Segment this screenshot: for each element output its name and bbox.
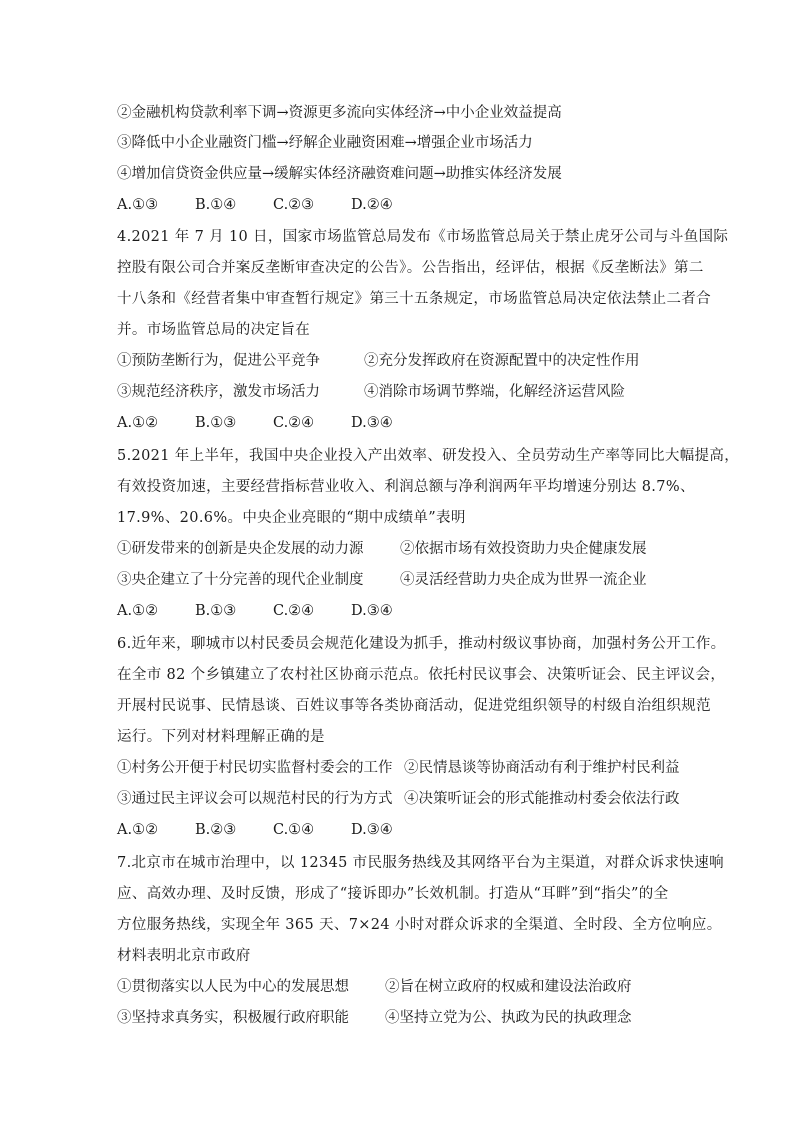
q6-stem-line: 运行。下列对材料理解正确的是 [117,729,325,745]
q5-choices [117,601,429,621]
q4-options-row-2 [117,382,625,402]
q7-option-4: ④坚持立党为公、执政为民的执政理念 [385,1010,632,1026]
q6-option-3: ③通过民主评议会可以规范村民的行为方式 [117,791,393,807]
q3-option-3: ③降低中小企业融资门槛→纾解企业融资困难→增强企业市场活力 [117,135,533,151]
choice-b: B.②③ [195,822,237,838]
q4-stem-line: 并。市场监管总局的决定旨在 [117,322,311,338]
q3-choices [117,195,429,215]
q5-options-row-1 [117,539,647,559]
q6-stem-line: 6.近年来，聊城市以村民委员会规范化建设为抓手，推动村级议事协商，加强村务公开工作。 [117,636,726,652]
q6-choices [117,820,429,840]
q4-option-1: ①预防垄断行为，促进公平竞争 [117,353,320,369]
q7-stem-line: 7.北京市在城市治理中，以 12345 市民服务热线及其网络平台为主渠道，对群众诉求快速响 [117,855,724,871]
q6-options-row-1 [117,758,680,778]
q4-options-row-1 [117,351,640,371]
q3-option-2: ②金融机构贷款利率下调→资源更多流向实体经济→中小企业效益提高 [117,105,562,121]
q4-stem-line: 4.2021 年 7 月 10 日，国家市场监管总局发布《市场监管总局关于禁止虎牙公司与斗鱼国际 [117,229,729,245]
choice-a: A.①③ [117,197,159,213]
choice-a: A.①② [117,603,159,619]
choice-a: A.①② [117,415,159,431]
q7-options-row-1 [117,977,632,997]
q7-options-row-2 [117,1008,632,1028]
choice-d: D.②④ [351,197,393,213]
q7-option-2: ②旨在树立政府的权威和建设法治政府 [385,979,632,995]
q4-stem-line: 十八条和《经营者集中审查暂行规定》第三十五条规定，市场监管总局决定依法禁止二者合 [117,291,711,307]
q5-option-4: ④灵活经营助力央企成为世界一流企业 [400,572,647,588]
q7-option-1: ①贯彻落实以人民为中心的发展思想 [117,979,349,995]
q4-choices [117,413,429,433]
q5-option-1: ①研发带来的创新是央企发展的动力源 [117,541,364,557]
q3-option-4: ④增加信贷资金供应量→缓解实体经济融资难问题→助推实体经济发展 [117,166,562,182]
q4-option-2: ②充分发挥政府在资源配置中的决定性作用 [364,353,640,369]
q6-option-4: ④决策听证会的形式能推动村委会依法行政 [404,791,680,807]
q5-stem-line: 有效投资加速，主要经营指标营业收入、利润总额与净利润两年平均增速分别达 8.7%、 [117,479,695,495]
q5-option-2: ②依据市场有效投资助力央企健康发展 [400,541,647,557]
q6-options-row-2 [117,789,680,809]
choice-c: C.②③ [273,197,315,213]
choice-c: C.②④ [273,415,315,431]
choice-c: C.①④ [273,822,315,838]
choice-b: B.①③ [195,415,237,431]
q5-option-3: ③央企建立了十分完善的现代企业制度 [117,572,364,588]
q5-stem-line: 17.9%、20.6%。中央企业亮眼的“期中成绩单”表明 [117,510,466,526]
choice-c: C.②④ [273,603,315,619]
q6-option-1: ①村务公开便于村民切实监督村委会的工作 [117,760,393,776]
q5-options-row-2 [117,570,647,590]
q6-option-2: ②民情恳谈等协商活动有利于维护村民利益 [404,760,680,776]
q5-stem-line: 5.2021 年上半年，我国中央企业投入产出效率、研发投入、全员劳动生产率等同比大幅提高， [117,448,740,464]
choice-d: D.③④ [351,822,393,838]
q7-stem-line: 应、高效办理、及时反馈，形成了“接诉即办”长效机制。打造从“耳畔”到“指尖”的全 [117,886,669,902]
choice-d: D.③④ [351,415,393,431]
choice-d: D.③④ [351,603,393,619]
q7-option-3: ③坚持求真务实，积极履行政府职能 [117,1010,349,1026]
choice-b: B.①④ [195,197,237,213]
q4-option-3: ③规范经济秩序，激发市场活力 [117,384,320,400]
q6-stem-line: 开展村民说事、民情恳谈、百姓议事等各类协商活动，促进党组织领导的村级自治组织规范 [117,698,711,714]
q4-option-4: ④消除市场调节弊端，化解经济运营风险 [364,384,625,400]
q7-stem-line: 方位服务热线，实现全年 365 天、7×24 小时对群众诉求的全渠道、全时段、全方位响应。 [117,917,722,933]
q7-stem-line: 材料表明北京市政府 [117,948,251,964]
q6-stem-line: 在全市 82 个乡镇建立了农村社区协商示范点。依托村民议事会、决策听证会、民主评议会， [117,667,726,683]
choice-b: B.①③ [195,603,237,619]
choice-a: A.①② [117,822,159,838]
q4-stem-line: 控股有限公司合并案反垄断审查决定的公告》。公告指出，经评估，根据《反垄断法》第二 [117,260,704,276]
